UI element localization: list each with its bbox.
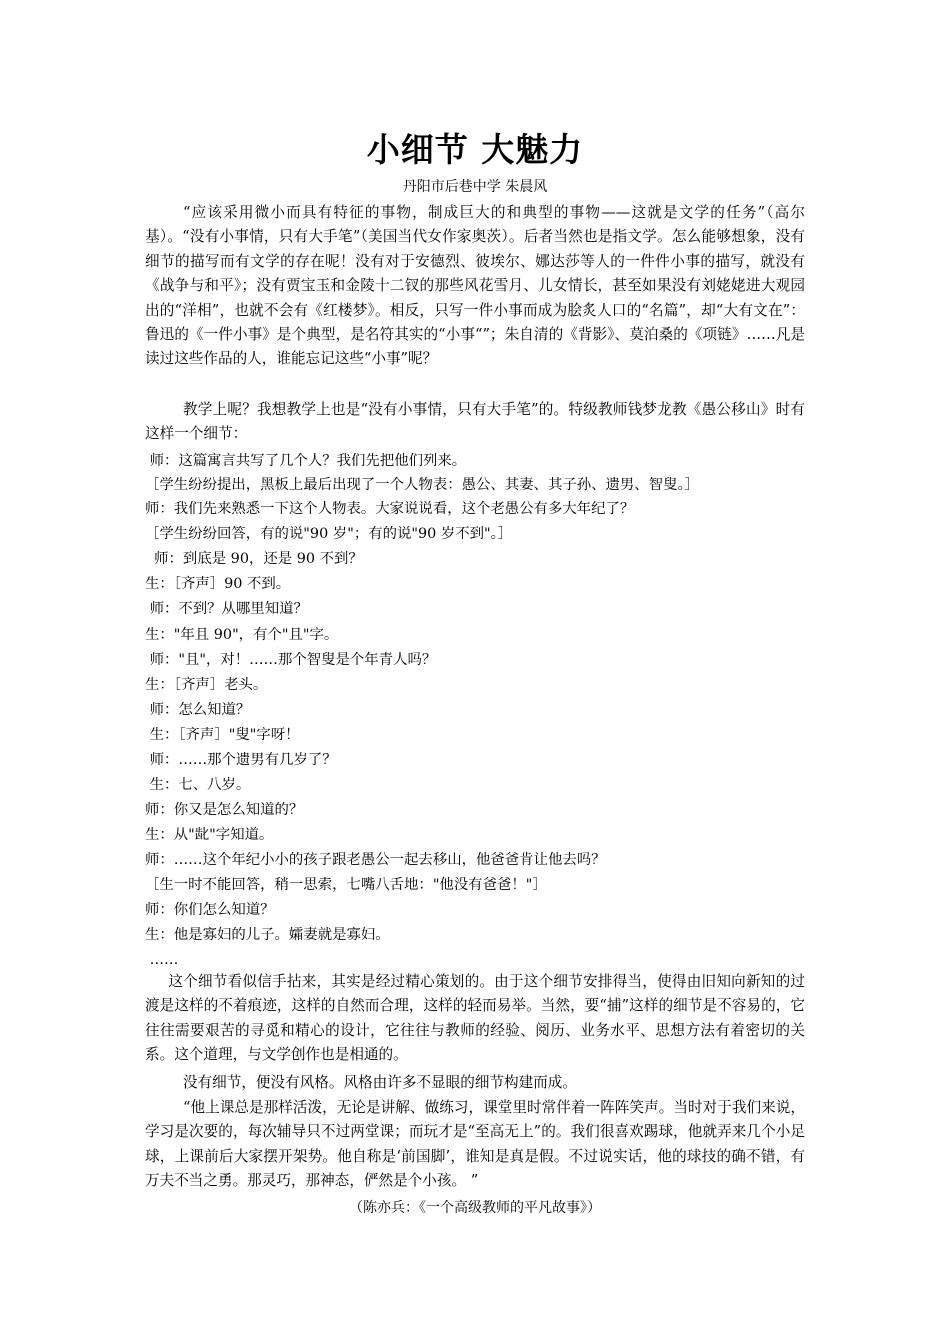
analysis-paragraph: 这个细节看似信手拈来，其实是经过精心策划的。由于这个细节安排得当，使得由旧知向新知的过渡是这样的不着痕迹，这样的自然而合理，这样的轻而易举。当然，要“捕”这样的细节是不容易的，它往往需要艰苦的寻觅和精心的设计，它往往与教师的经验、阅历、业务水平、思想方法有着密切的关系。这个道理，与文学创作也是相通的。 — [145, 973, 805, 1064]
dialogue-line: 师：不到？从哪里知道？ — [145, 601, 308, 617]
teaching-paragraph: 教学上呢？我想教学上也是“没有小事情，只有大手笔”的。特级教师钱梦龙教《愚公移山》时有这样一个细节： — [145, 401, 805, 443]
dialogue-line: 师：这篇寓言共写了几个人？我们先把他们列来。 — [145, 453, 467, 469]
dialogue-line: 生：他是寡妇的儿子。孀妻就是寡妇。 — [145, 927, 390, 943]
dialogue-line: 师：到底是 90，还是 90 不到？ — [145, 551, 363, 567]
dialogue-line: 生：［齐声］老头。 — [145, 677, 268, 693]
dialogue-line: ［学生纷纷提出，黑板上最后出现了一个人物表：愚公、其妻、其子孙、遗男、智叟。］ — [145, 477, 700, 493]
dialogue-ellipsis: …… — [145, 952, 179, 968]
author-byline: 丹阳市后巷中学 朱晨风 — [402, 179, 548, 195]
quote-paragraph: “他上课总是那样活泼，无论是讲解、做练习，课堂里时常伴着一阵阵笑声。当时对于我们来说，学习是次要的，每次辅导只不过两堂课；而玩才是“至高无上”的。我们很喜欢踢球，他就弄来几个小足球，上课前后大家摆开架势。他自称是‘前国脚’，谁知是真是假。不过说实话，他的球技的确不错，有万夫不当之勇。那灵巧，那神态，俨然是个小孩。 ” — [145, 1099, 805, 1190]
dialogue-line: ［学生纷纷回答，有的说"90 岁"；有的说"90 岁不到"。］ — [145, 526, 513, 542]
document-title: 小细节 大魅力 — [366, 130, 584, 169]
dialogue-line: 生：七、八岁。 — [145, 777, 251, 793]
dialogue-line: ［生一时不能回答，稍一思索，七嘴八舌地："他没有爸爸！"］ — [145, 877, 547, 893]
intro-paragraph: “应该采用微小而具有特征的事物，制成巨大的和典型的事物——这就是文学的任务”（高尔基）。“没有小事情，只有大手笔”（美国当代女作家奥茨）。后者当然也是指文学。怎么能够想象，没有细节的描写而有文学的存在呢！没有对于安德烈、彼埃尔、娜达莎等人的一件件小事的描写，就没有《战争与和平》；没有贾宝玉和金陵十二钗的那些风花雪月、儿女情长，甚至如果没有刘姥姥进大观园出的“洋相”，也就不会有《红楼梦》。相反，只写一件小事而成为脍炙人口的“名篇”，却“大有文在”：鲁迅的《一件小事》是个典型，是名符其实的“小事“”；朱自清的《背影》、莫泊桑的《项链》……凡是读过这些作品的人，谁能忘记这些“小事”呢？ — [145, 204, 805, 368]
dialogue-line: 师：你们怎么知道？ — [145, 902, 275, 918]
citation: （陈亦兵：《一个高级教师的平凡故事》） — [349, 1200, 601, 1216]
dialogue-line: 师：……这个年纪小小的孩子跟老愚公一起去移山，他爸爸肯让他去吗？ — [145, 852, 606, 868]
style-paragraph: 没有细节，便没有风格。风格由许多不显眼的细节构建而成。 — [182, 1074, 577, 1091]
dialogue-line: 生：［齐声］90 不到。 — [145, 576, 291, 592]
dialogue-line: 生：从"龀"字知道。 — [145, 827, 274, 843]
dialogue-line: 生："年且 90"，有个"且"字。 — [145, 627, 339, 643]
dialogue-line: 师：怎么知道？ — [145, 702, 251, 718]
dialogue-line: 生：［齐声］"叟"字呀！ — [145, 727, 300, 743]
dialogue-line: 师："且"，对！……那个智叟是个年青人吗？ — [145, 652, 437, 668]
dialogue-line: 师：……那个遗男有几岁了？ — [145, 752, 337, 768]
dialogue-line: 师：你又是怎么知道的？ — [145, 802, 304, 818]
dialogue-line: 师：我们先来熟悉一下这个人物表。大家说说看，这个老愚公有多大年纪了？ — [145, 501, 635, 517]
